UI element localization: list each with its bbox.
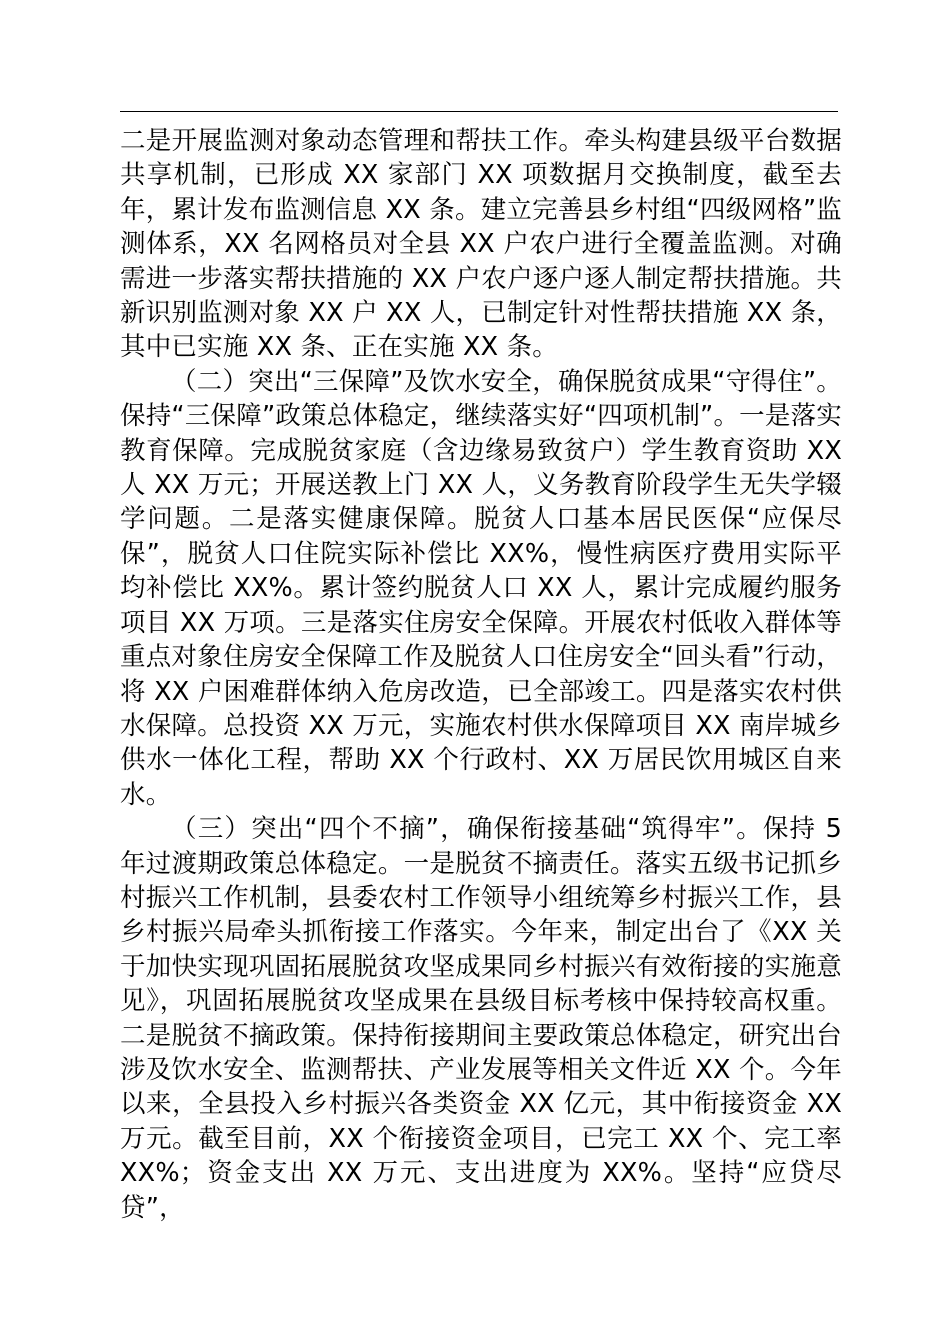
paragraph-monitoring: 二是开展监测对象动态管理和帮扶工作。牵头构建县级平台数据共享机制，已形成 XX 家部门 XX 项数据月交换制度，截至去年，累计发布监测信息 XX 条。建立完善县乡村组“四级网格”监测体系，XX 名网格员对全县 XX 户农户进行全覆盖监测。对确需进一步落实帮扶措施的 XX 户农户逐户逐人制定帮扶措施。共新识别监测对象 XX 户 XX 人，已制定针对性帮扶措施 XX 条，其中已实施 XX 条、正在实施 XX 条。 [120, 126, 842, 363]
document-body [120, 124, 842, 1225]
paragraph-four-no-removals: （三）突出“四个不摘”，确保衔接基础“筑得牢”。保持 5 年过渡期政策总体稳定。一是脱贫不摘责任。落实五级书记抓乡村振兴工作机制，县委农村工作领导小组统筹乡村振兴工作，县乡村振兴局牵头抓衔接工作落实。今年来，制定出台了《XX 关于加快实现巩固拓展脱贫攻坚成果同乡村振兴有效衔接的实施意见》，巩固拓展脱贫攻坚成果在县级目标考核中保持较高权重。二是脱贫不摘政策。保持衔接期间主要政策总体稳定，研究出台涉及饮水安全、监测帮扶、产业发展等相关文件近 XX 个。今年以来，全县投入乡村振兴各类资金 XX 亿元，其中衔接资金 XX 万元。截至目前，XX 个衔接资金项目，已完工 XX 个、完工率 XX%；资金支出 XX 万元、支出进度为 XX%。坚持“应贷尽贷”， [120, 814, 842, 1223]
paragraph-three-guarantees: （二）突出“三保障”及饮水安全，确保脱贫成果“守得住”。保持“三保障”政策总体稳定，继续落实好“四项机制”。一是落实教育保障。完成脱贫家庭（含边缘易致贫户）学生教育资助 XX 人 XX 万元；开展送教上门 XX 人，义务教育阶段学生无失学辍学问题。二是落实健康保障。脱贫人口基本居民医保“应保尽保”，脱贫人口住院实际补偿比 XX%，慢性病医疗费用实际平均补偿比 XX%。累计签约脱贫人口 XX 人，累计完成履约服务项目 XX 万项。三是落实住房安全保障。开展农村低收入群体等重点对象住房安全保障工作及脱贫人口住房安全“回头看”行动，将 XX 户困难群体纳入危房改造，已全部竣工。四是落实农村供水保障。总投资 XX 万元，实施农村供水保障项目 XX 南岸城乡供水一体化工程，帮助 XX 个行政村、XX 万居民饮用城区自来水。 [120, 366, 842, 810]
header-rule [120, 111, 838, 112]
